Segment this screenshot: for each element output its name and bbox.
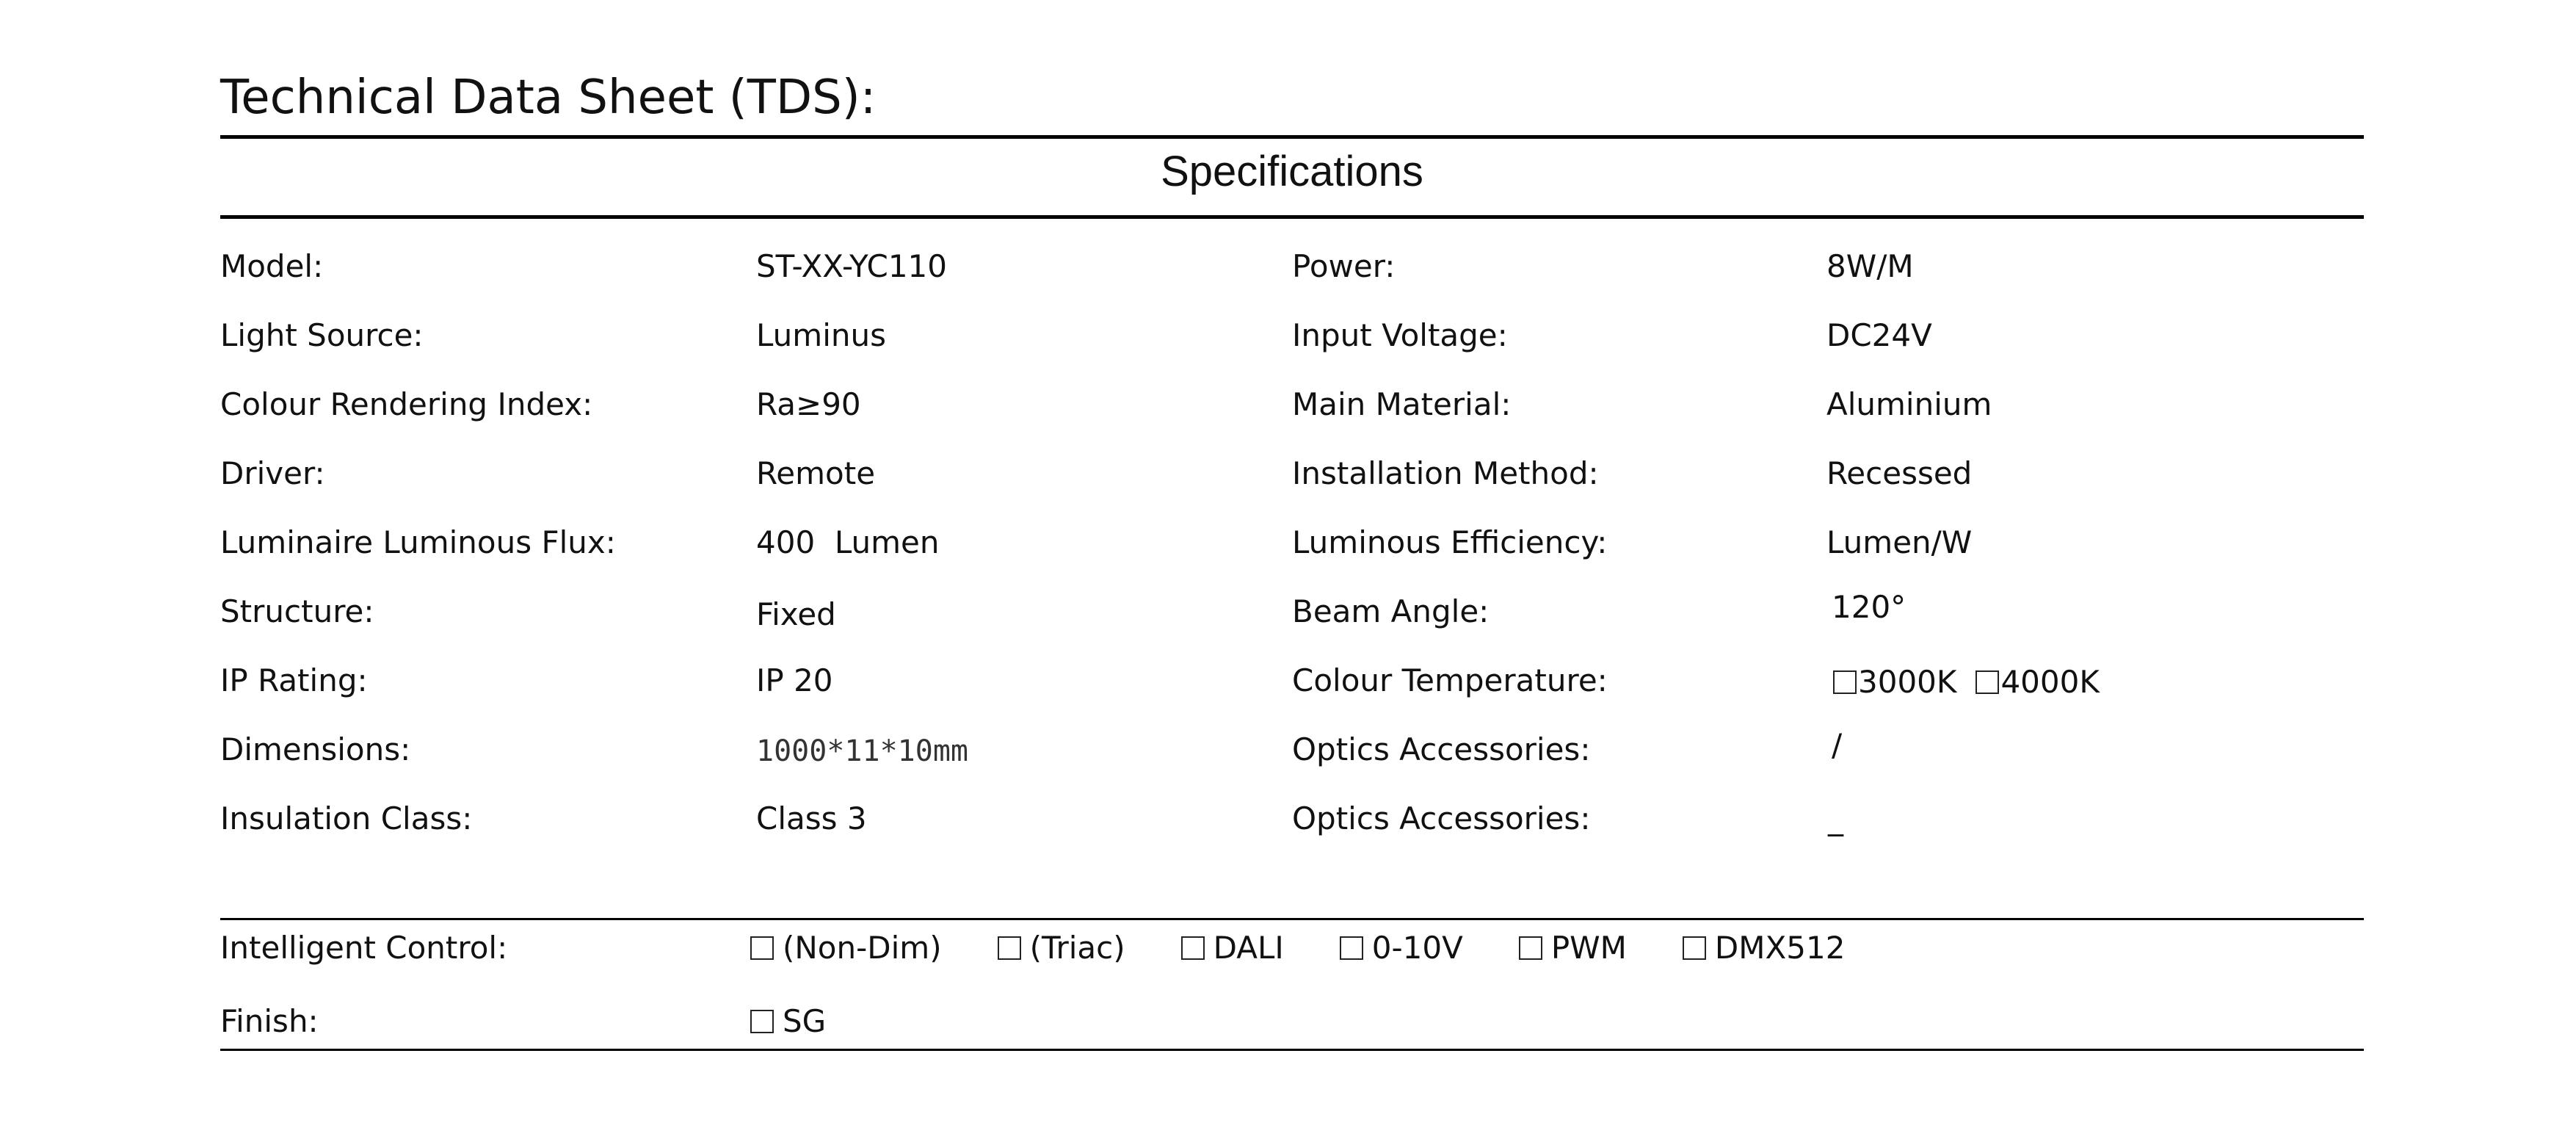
checkbox-icon[interactable] xyxy=(750,1010,774,1033)
colour-temp-option[interactable]: 4000K xyxy=(1975,664,2099,701)
control-option-pwm[interactable]: PWM xyxy=(1519,930,1627,966)
spec-value-ip-rating: IP 20 xyxy=(756,662,833,698)
intelligent-control-options xyxy=(750,930,1845,966)
spec-value-luminous-efficiency: Lumen/W xyxy=(1826,524,1973,560)
spec-value-driver: Remote xyxy=(756,455,876,491)
colour-temperature-options xyxy=(1833,664,2100,701)
checkbox-icon[interactable] xyxy=(1519,936,1542,960)
colour-temp-option[interactable]: 3000K xyxy=(1833,664,1956,701)
spec-label-cri: Colour Rendering Index: xyxy=(220,386,593,422)
spec-label-power: Power: xyxy=(1292,248,1396,284)
section-divider xyxy=(220,918,2364,920)
spec-label-dimensions: Dimensions: xyxy=(220,731,411,767)
spec-value-cri: Ra≥90 xyxy=(756,386,861,422)
spec-value-beam-angle: 120° xyxy=(1832,589,1906,625)
checkbox-icon[interactable] xyxy=(750,936,774,960)
spec-value-insulation-class: Class 3 xyxy=(756,800,867,836)
heading-divider xyxy=(220,215,2364,219)
specifications-heading: Specifications xyxy=(1161,148,1423,195)
checkbox-icon[interactable] xyxy=(1181,936,1205,960)
control-option-triac[interactable]: (Triac) xyxy=(998,930,1125,966)
spec-label-driver: Driver: xyxy=(220,455,325,491)
control-option-non-dim[interactable]: (Non-Dim) xyxy=(750,930,942,966)
spec-value-main-material: Aluminium xyxy=(1826,386,1992,422)
spec-value-structure: Fixed xyxy=(756,596,836,632)
finish-options xyxy=(750,1003,826,1040)
checkbox-icon[interactable] xyxy=(1833,670,1857,694)
intelligent-control-label: Intelligent Control: xyxy=(220,930,508,966)
bottom-divider xyxy=(220,1049,2364,1051)
spec-label-structure: Structure: xyxy=(220,593,374,629)
spec-label-luminous-flux: Luminaire Luminous Flux: xyxy=(220,524,616,560)
spec-value-power: 8W/M xyxy=(1826,248,1914,284)
spec-label-input-voltage: Input Voltage: xyxy=(1292,317,1508,353)
control-option-dmx512[interactable]: DMX512 xyxy=(1683,930,1846,966)
spec-label-colour-temperature: Colour Temperature: xyxy=(1292,662,1608,698)
checkbox-icon[interactable] xyxy=(1975,670,1999,694)
spec-value-model: ST-XX-YC110 xyxy=(756,248,947,284)
spec-value-dimensions: 1000*11*10mm xyxy=(756,734,968,768)
spec-label-beam-angle: Beam Angle: xyxy=(1292,593,1490,629)
title-divider xyxy=(220,135,2364,139)
control-option-dali[interactable]: DALI xyxy=(1181,930,1284,966)
control-option-0-10v[interactable]: 0-10V xyxy=(1340,930,1463,966)
spec-label-optics-accessories: Optics Accessories: xyxy=(1292,800,1591,836)
checkbox-icon[interactable] xyxy=(998,936,1021,960)
spec-value-optics-accessories: _ xyxy=(1828,800,1843,836)
spec-label-model: Model: xyxy=(220,248,324,284)
spec-value-cutout: / xyxy=(1832,727,1843,763)
spec-value-luminous-flux: 400 Lumen xyxy=(756,524,940,560)
spec-label-cutout: Optics Accessories: xyxy=(1292,731,1591,767)
finish-option-sg[interactable]: SG xyxy=(750,1003,826,1040)
spec-value-installation-method: Recessed xyxy=(1826,455,1973,491)
page-title: Technical Data Sheet (TDS): xyxy=(220,70,877,125)
spec-label-ip-rating: IP Rating: xyxy=(220,662,368,698)
spec-label-installation-method: Installation Method: xyxy=(1292,455,1599,491)
checkbox-icon[interactable] xyxy=(1340,936,1363,960)
spec-label-insulation-class: Insulation Class: xyxy=(220,800,473,836)
spec-value-input-voltage: DC24V xyxy=(1826,317,1932,353)
finish-label: Finish: xyxy=(220,1003,319,1039)
spec-label-light-source: Light Source: xyxy=(220,317,424,353)
spec-label-main-material: Main Material: xyxy=(1292,386,1512,422)
checkbox-icon[interactable] xyxy=(1683,936,1706,960)
spec-value-light-source: Luminus xyxy=(756,317,886,353)
spec-label-luminous-efficiency: Luminous Efficiency: xyxy=(1292,524,1608,560)
